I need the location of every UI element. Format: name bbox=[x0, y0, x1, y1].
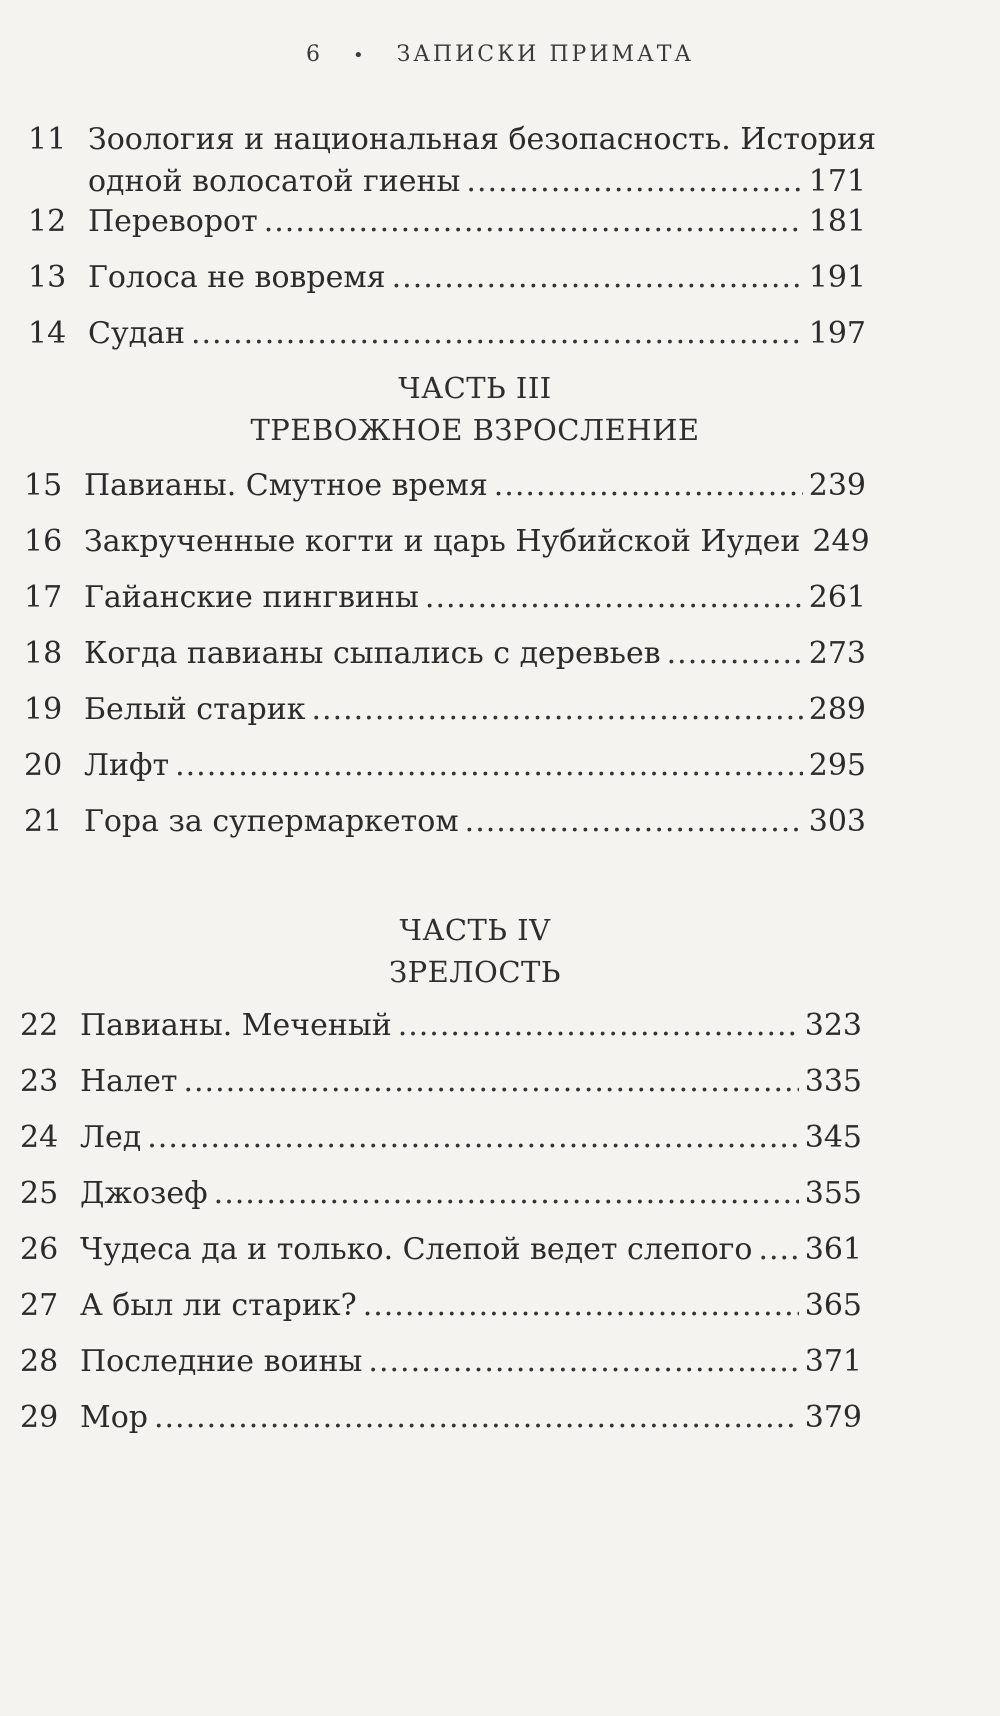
chapter-title: Джозеф bbox=[80, 1176, 208, 1211]
chapter-title: Лед bbox=[80, 1120, 142, 1155]
chapter-title: Когда павианы сыпались с деревьев bbox=[84, 636, 661, 671]
part-title: ЗРЕЛОСТЬ bbox=[389, 955, 561, 989]
toc-entry bbox=[28, 314, 866, 354]
toc-entry bbox=[20, 1342, 862, 1382]
chapter-number: 17 bbox=[24, 580, 63, 615]
chapter-number: 24 bbox=[20, 1120, 59, 1155]
dot-leader bbox=[183, 1062, 798, 1102]
dot-leader bbox=[154, 1398, 799, 1438]
chapter-number: 13 bbox=[28, 260, 67, 295]
chapter-number: 20 bbox=[24, 748, 63, 783]
dot-leader bbox=[175, 746, 803, 786]
chapter-page: 249 bbox=[812, 524, 870, 559]
chapter-page: 289 bbox=[808, 692, 866, 727]
chapter-title: Голоса не вовремя bbox=[88, 260, 386, 295]
toc-entry bbox=[24, 634, 866, 674]
chapter-page: 371 bbox=[804, 1344, 862, 1379]
part-title: ТРЕВОЖНОЕ ВЗРОСЛЕНИЕ bbox=[250, 413, 700, 447]
chapter-number: 15 bbox=[24, 468, 63, 503]
chapter-number: 26 bbox=[20, 1232, 59, 1267]
chapter-page: 323 bbox=[804, 1008, 862, 1043]
chapter-page: 355 bbox=[804, 1176, 862, 1211]
chapter-title: Гайанские пингвины bbox=[84, 580, 419, 615]
chapter-title: А был ли старик? bbox=[80, 1288, 357, 1323]
dot-leader bbox=[667, 634, 803, 674]
chapter-title-line2: одной волосатой гиены bbox=[88, 164, 461, 199]
chapter-page: 197 bbox=[808, 316, 866, 351]
dot-leader bbox=[214, 1174, 799, 1214]
header-separator: • bbox=[352, 45, 367, 66]
dot-leader bbox=[147, 1118, 798, 1158]
chapter-page: 303 bbox=[808, 804, 866, 839]
dot-leader bbox=[363, 1286, 799, 1326]
chapter-title: Переворот bbox=[88, 204, 258, 239]
toc-entry bbox=[20, 1286, 862, 1326]
toc-entry bbox=[20, 1174, 862, 1214]
toc-entry bbox=[20, 1062, 862, 1102]
chapter-title: Павианы. Смутное время bbox=[84, 468, 488, 503]
toc-entry bbox=[20, 1118, 862, 1158]
toc-entry bbox=[28, 202, 866, 242]
chapter-number: 12 bbox=[28, 204, 67, 239]
part-label: ЧАСТЬ IV bbox=[399, 913, 551, 947]
part-label: ЧАСТЬ III bbox=[398, 371, 552, 405]
chapter-title: Чудеса да и только. Слепой ведет слепого bbox=[80, 1232, 753, 1267]
chapter-number: 11 bbox=[28, 122, 67, 157]
dot-leader bbox=[392, 258, 803, 298]
chapter-title: Мор bbox=[80, 1400, 148, 1435]
dot-leader bbox=[398, 1006, 799, 1046]
chapter-number: 14 bbox=[28, 316, 67, 351]
chapter-page: 365 bbox=[804, 1288, 862, 1323]
dot-leader bbox=[191, 314, 803, 354]
chapter-title: Гора за супермаркетом bbox=[84, 804, 459, 839]
toc-entry bbox=[28, 258, 866, 298]
chapter-number: 28 bbox=[20, 1344, 59, 1379]
chapter-number: 23 bbox=[20, 1064, 59, 1099]
chapter-number: 18 bbox=[24, 636, 63, 671]
toc-entry bbox=[24, 802, 866, 842]
chapter-title: Лифт bbox=[84, 748, 170, 783]
dot-leader bbox=[368, 1342, 798, 1382]
toc-entry-11-line2 bbox=[28, 162, 866, 202]
chapter-number: 22 bbox=[20, 1008, 59, 1043]
toc-entry bbox=[20, 1230, 862, 1270]
chapter-page: 261 bbox=[808, 580, 866, 615]
chapter-number: 29 bbox=[20, 1400, 59, 1435]
chapter-title: Павианы. Меченый bbox=[80, 1008, 392, 1043]
chapter-page: 181 bbox=[808, 204, 866, 239]
chapter-page: 295 bbox=[808, 748, 866, 783]
dot-leader bbox=[494, 466, 803, 506]
chapter-page: 171 bbox=[808, 164, 866, 199]
dot-leader bbox=[312, 690, 803, 730]
toc-entry bbox=[24, 746, 866, 786]
dot-leader bbox=[758, 1230, 798, 1270]
chapter-title: Белый старик bbox=[84, 692, 306, 727]
chapter-title-line1: Зоология и национальная безопасность. История bbox=[88, 122, 877, 157]
toc-entry bbox=[24, 522, 870, 562]
chapter-title: Последние воины bbox=[80, 1344, 363, 1379]
toc-entry bbox=[24, 690, 866, 730]
toc-entry bbox=[20, 1398, 862, 1438]
toc-entry-11-line1 bbox=[28, 120, 876, 160]
dot-leader bbox=[465, 802, 803, 842]
chapter-page: 191 bbox=[808, 260, 866, 295]
chapter-page: 361 bbox=[804, 1232, 862, 1267]
chapter-page: 379 bbox=[804, 1400, 862, 1435]
dot-leader bbox=[466, 162, 802, 202]
chapter-page: 335 bbox=[804, 1064, 862, 1099]
chapter-page: 239 bbox=[808, 468, 866, 503]
chapter-title: Судан bbox=[88, 316, 185, 351]
chapter-title: Налет bbox=[80, 1064, 178, 1099]
dot-leader bbox=[425, 578, 803, 618]
page-number: 6 bbox=[305, 42, 323, 67]
book-title: ЗАПИСКИ ПРИМАТА bbox=[396, 42, 695, 67]
chapter-page: 273 bbox=[808, 636, 866, 671]
chapter-page: 345 bbox=[804, 1120, 862, 1155]
chapter-number: 19 bbox=[24, 692, 63, 727]
chapter-number: 21 bbox=[24, 804, 63, 839]
chapter-title: Закрученные когти и царь Нубийской Иудеи bbox=[84, 524, 801, 559]
toc-entry bbox=[20, 1006, 862, 1046]
toc-entry bbox=[24, 578, 866, 618]
chapter-number: 25 bbox=[20, 1176, 59, 1211]
chapter-number: 27 bbox=[20, 1288, 59, 1323]
toc-entry bbox=[24, 466, 866, 506]
chapter-number: 16 bbox=[24, 524, 63, 559]
dot-leader bbox=[264, 202, 803, 242]
running-head bbox=[0, 42, 1000, 67]
